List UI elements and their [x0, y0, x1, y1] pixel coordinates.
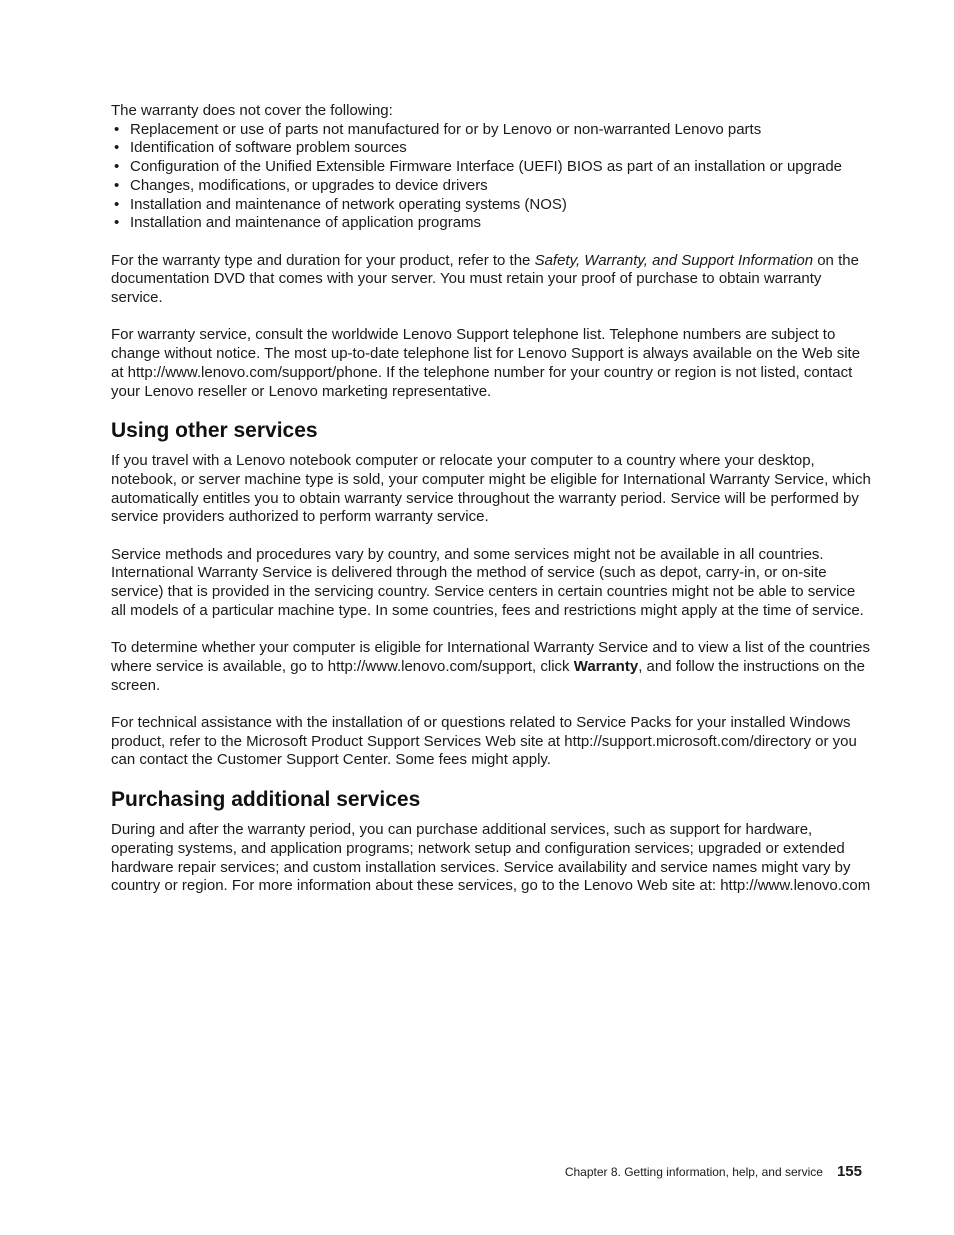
page-number: 155	[836, 1163, 862, 1180]
warranty-exclusions-list	[111, 121, 871, 233]
purchasing-paragraph: During and after the warranty period, you can purchase additional services, such as support for hardware, operating systems, and application programs; network setup and configuration services; upgraded or extended hardware repair services; and custom installation services. Service availability and service names might vary by country or region. For more information about these services, go to the Lenovo Web site at: http://www.lenovo.com	[111, 821, 871, 895]
warranty-service-paragraph: For warranty service, consult the worldwide Lenovo Support telephone list. Telephone numbers are subject to change without notice. The most up-to-date telephone list for Lenovo Support is always available on the Web site at http://www.lenovo.com/support/phone. If the telephone number for your country or region is not listed, contact your Lenovo reseller or Lenovo marketing representative.	[111, 326, 861, 400]
list-item: • Replacement or use of parts not manufactured for or by Lenovo or non-warranted Lenovo parts	[111, 121, 871, 140]
warranty-type-paragraph	[111, 252, 871, 308]
list-item: • Changes, modifications, or upgrades to device drivers	[111, 177, 871, 196]
warranty-exclusions-lead: The warranty does not cover the following:	[111, 102, 393, 119]
warranty-type-text-cont: on the documentation DVD that comes with your server. You must retain your proof of purchase to obtain warranty service.	[111, 251, 859, 307]
list-item: • Installation and maintenance of application programs	[111, 214, 871, 233]
service-methods-paragraph: Service methods and procedures vary by country, and some services might not be available in all countries. International Warranty Service is delivered through the method of service (such as depot, carry-in, or on-site service) that is provided in the servicing country. Service centers in certain countries might not be able to service all models of a particular machine type. In some countries, fees and restrictions might apply at the time of service.	[111, 545, 864, 619]
heading-using-other-services: Using other services	[111, 419, 318, 443]
list-item: • Identification of software problem sources	[111, 139, 871, 158]
eligibility-text: To determine whether your computer is eligible for International Warranty Service and to view a list of the countries where service is available, go to http://www.lenovo.com/support, click	[111, 639, 870, 675]
list-item: • Configuration of the Unified Extensible Firmware Interface (UEFI) BIOS as part of an installation or upgrade	[111, 158, 871, 177]
eligibility-paragraph	[111, 639, 871, 695]
warranty-link-label: Warranty	[573, 657, 639, 675]
page-content	[111, 102, 871, 896]
heading-purchasing-additional-services: Purchasing additional services	[111, 788, 421, 812]
safety-warranty-doc-title: Safety, Warranty, and Support Information	[534, 251, 814, 269]
list-item: • Installation and maintenance of network operating systems (NOS)	[111, 196, 871, 215]
technical-assistance-paragraph: For technical assistance with the installation of or questions related to Service Packs for your installed Windows product, refer to the Microsoft Product Support Services Web site at http://support.microsoft.com/directory or you can contact the Customer Support Center. Some fees might apply.	[111, 714, 857, 769]
warranty-type-text: For the warranty type and duration for your product, refer to the	[111, 251, 535, 269]
chapter-title: Chapter 8. Getting information, help, and service	[564, 1165, 823, 1179]
international-warranty-paragraph: If you travel with a Lenovo notebook computer or relocate your computer to a country where your desktop, notebook, or server machine type is sold, your computer might be eligible for International Warranty Service, which automatically entitles you to obtain warranty service throughout the warranty period. Service will be performed by service providers authorized to perform warranty service.	[111, 452, 871, 526]
page-footer	[565, 1163, 862, 1180]
eligibility-text-cont: , and follow the instructions on the screen.	[111, 657, 865, 694]
